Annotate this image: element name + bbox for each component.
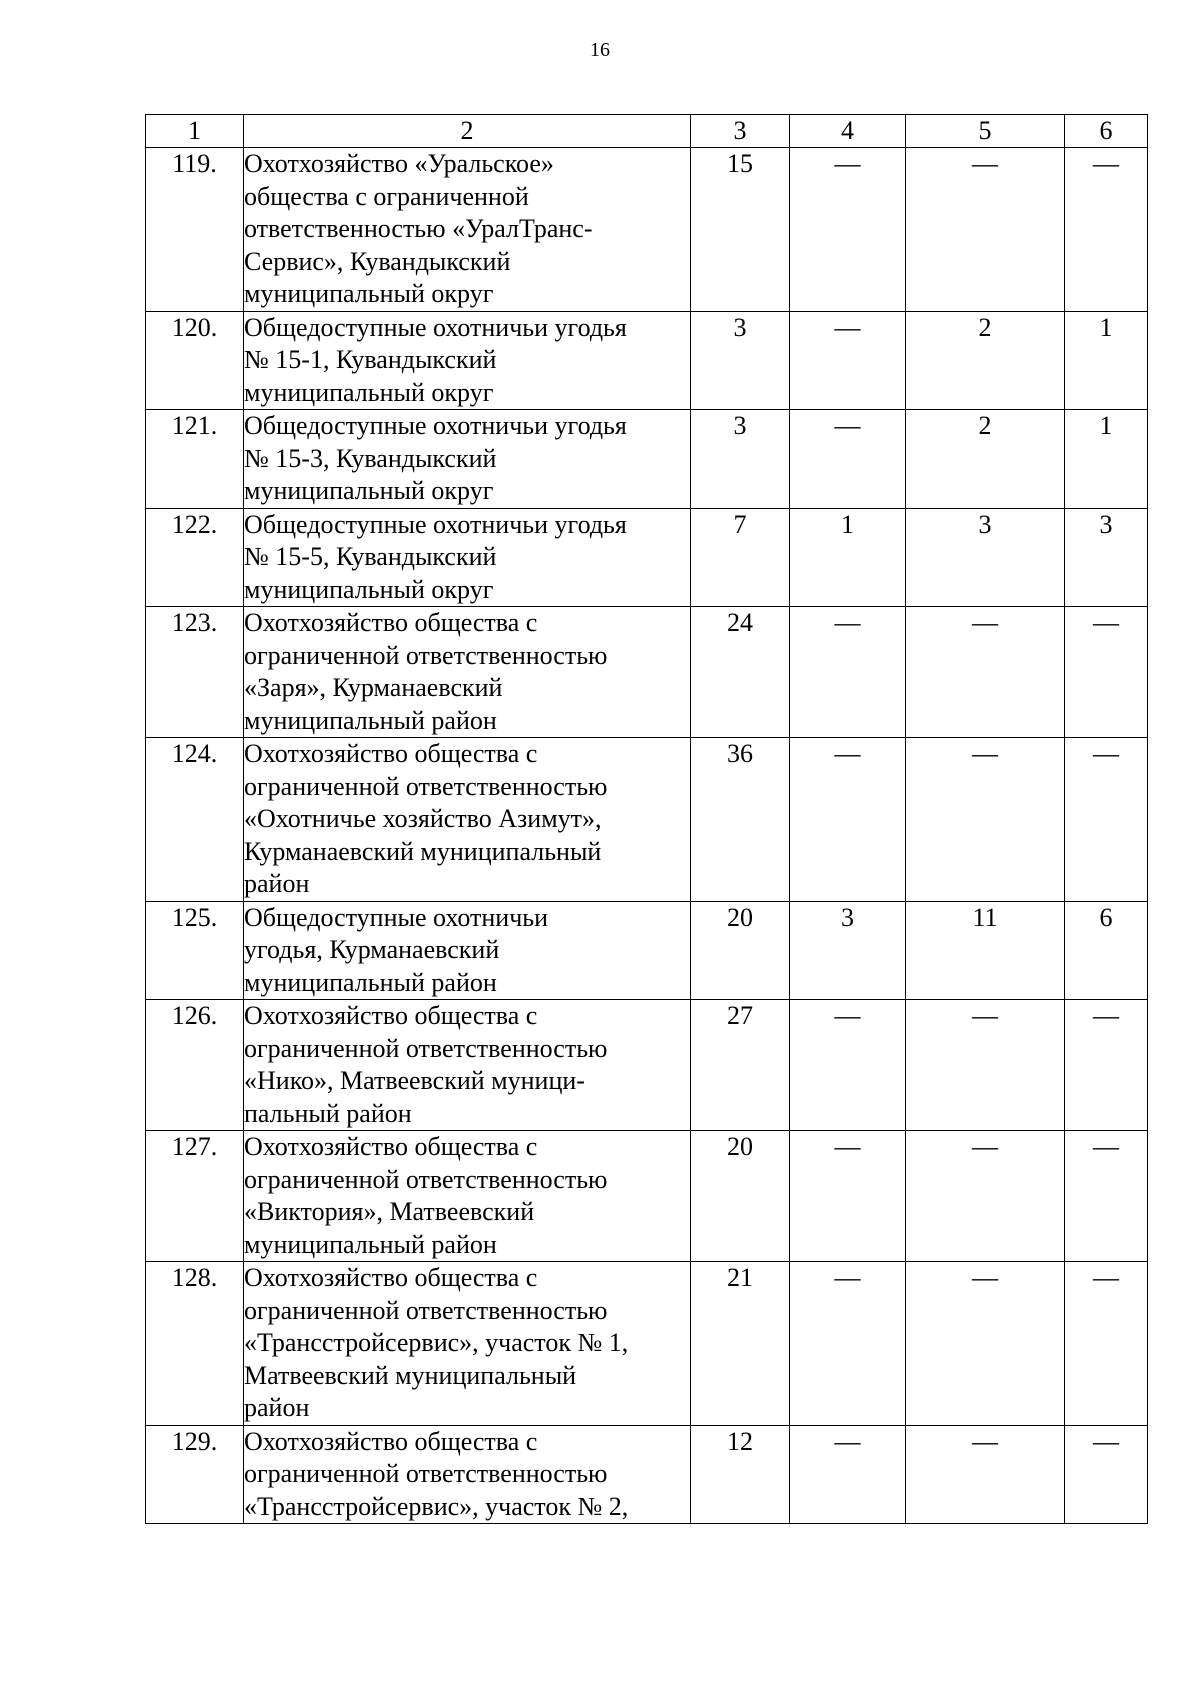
hunting-ground-name-cell — [244, 738, 691, 902]
hunting-ground-name-line: «Нико», Матвеевский муници- — [244, 1066, 585, 1095]
value-cell-c5: — — [906, 1000, 1065, 1131]
hunting-ground-name-line: муниципальный район — [244, 705, 497, 735]
value-cell-c5: — — [906, 1425, 1065, 1524]
value-cell-c4: — — [790, 738, 906, 902]
table-row — [146, 508, 1148, 607]
hunting-ground-name-line: район — [244, 1393, 310, 1422]
value-cell-c4: — — [790, 410, 906, 509]
hunting-ground-name-line: Общедоступные охотничьи угодья — [244, 411, 627, 440]
value-cell-c5: — — [906, 607, 1065, 738]
hunting-ground-name-line: ответственностью «УралТранс- — [244, 214, 593, 243]
header-cell-4: 4 — [790, 115, 906, 148]
hunting-ground-name-line: муниципальный округ — [244, 279, 494, 308]
hunting-ground-name-cell — [244, 410, 691, 509]
value-cell-c3: 15 — [691, 148, 790, 312]
table-row — [146, 901, 1148, 1000]
hunting-ground-name-line: Охотхозяйство общества с — [244, 1132, 538, 1161]
hunting-ground-name-line: ограниченной ответственностью — [244, 771, 608, 801]
value-cell-c6: 1 — [1065, 311, 1148, 410]
hunting-ground-name-line: Охотхозяйство общества с — [244, 1426, 538, 1456]
hunting-ground-name-line: Общедоступные охотничьи угодья — [244, 509, 627, 539]
header-cell-3: 3 — [691, 115, 790, 148]
value-cell-c6: — — [1065, 607, 1148, 738]
hunting-ground-name-line: № 15-3, Кувандыкский — [244, 443, 497, 473]
table-row — [146, 1425, 1148, 1524]
hunting-ground-name-line: «Охотничье хозяйство Азимут», — [244, 804, 602, 833]
hunting-ground-name-line: муниципальный район — [244, 1229, 497, 1259]
hunting-ground-name-line: Охотхозяйство общества с — [244, 608, 538, 637]
hunting-ground-name-line: Общедоступные охотничьи угодья — [244, 312, 627, 342]
hunting-ground-name-line: Сервис», Кувандыкский — [244, 246, 511, 276]
value-cell-c4: — — [790, 1425, 906, 1524]
hunting-ground-name-line: муниципальный округ — [244, 377, 494, 407]
value-cell-c4: — — [790, 148, 906, 312]
value-cell-c6: 1 — [1065, 410, 1148, 509]
value-cell-c3: 20 — [691, 901, 790, 1000]
hunting-ground-name-cell — [244, 508, 691, 607]
value-cell-c6: — — [1065, 1262, 1148, 1426]
value-cell-c6: — — [1065, 1131, 1148, 1262]
row-number-cell: 126. — [146, 1000, 244, 1131]
row-number-cell: 128. — [146, 1262, 244, 1426]
hunting-ground-name-line: пальный район — [244, 1098, 412, 1128]
value-cell-c6: 6 — [1065, 901, 1148, 1000]
table-row — [146, 1262, 1148, 1426]
hunting-ground-name-cell — [244, 1000, 691, 1131]
value-cell-c3: 20 — [691, 1131, 790, 1262]
row-number-cell: 120. — [146, 311, 244, 410]
hunting-ground-name-line: Общедоступные охотничьи — [244, 902, 549, 932]
hunting-ground-name-line: Охотхозяйство «Уральское» — [244, 149, 554, 178]
table-row — [146, 1131, 1148, 1262]
value-cell-c5: 11 — [906, 901, 1065, 1000]
row-number-cell: 123. — [146, 607, 244, 738]
hunting-ground-name-line: Матвеевский муниципальный — [244, 1360, 577, 1390]
row-number-cell: 125. — [146, 901, 244, 1000]
value-cell-c3: 24 — [691, 607, 790, 738]
hunting-ground-name-cell — [244, 148, 691, 312]
table-row — [146, 738, 1148, 902]
hunting-ground-name-line: Курманаевский муниципальный — [244, 836, 602, 866]
table-body — [146, 148, 1148, 1524]
hunting-ground-name-line: ограниченной ответственностью — [244, 1164, 608, 1194]
value-cell-c6: 3 — [1065, 508, 1148, 607]
hunting-ground-name-line: Охотхозяйство общества с — [244, 739, 538, 768]
hunting-ground-name-line: район — [244, 869, 310, 898]
table-row — [146, 148, 1148, 312]
hunting-ground-name-cell — [244, 311, 691, 410]
value-cell-c4: 3 — [790, 901, 906, 1000]
value-cell-c3: 7 — [691, 508, 790, 607]
header-cell-2: 2 — [244, 115, 691, 148]
table-row — [146, 311, 1148, 410]
hunting-ground-name-cell — [244, 1262, 691, 1426]
row-number-cell: 122. — [146, 508, 244, 607]
hunting-ground-name-cell — [244, 1131, 691, 1262]
page-number: 16 — [590, 39, 610, 61]
value-cell-c4: — — [790, 607, 906, 738]
row-number-cell: 119. — [146, 148, 244, 312]
hunting-ground-name-line: ограниченной ответственностью — [244, 640, 608, 670]
hunting-ground-name-line: ограниченной ответственностью — [244, 1459, 608, 1488]
value-cell-c3: 3 — [691, 311, 790, 410]
hunting-grounds-table — [145, 114, 1148, 1524]
value-cell-c4: — — [790, 311, 906, 410]
value-cell-c3: 12 — [691, 1425, 790, 1524]
table-row — [146, 607, 1148, 738]
hunting-ground-name-line: Охотхозяйство общества с — [244, 1263, 538, 1292]
hunting-ground-name-cell — [244, 1425, 691, 1524]
value-cell-c5: 3 — [906, 508, 1065, 607]
value-cell-c6: — — [1065, 1425, 1148, 1524]
value-cell-c5: — — [906, 148, 1065, 312]
row-number-cell: 129. — [146, 1425, 244, 1524]
value-cell-c3: 36 — [691, 738, 790, 902]
value-cell-c3: 27 — [691, 1000, 790, 1131]
hunting-ground-name-line: «Трансстройсервис», участок № 2, — [244, 1491, 629, 1521]
header-cell-1: 1 — [146, 115, 244, 148]
value-cell-c5: — — [906, 1131, 1065, 1262]
value-cell-c3: 3 — [691, 410, 790, 509]
hunting-ground-name-line: ограниченной ответственностью — [244, 1033, 608, 1063]
row-number-cell: 121. — [146, 410, 244, 509]
hunting-ground-name-cell — [244, 901, 691, 1000]
value-cell-c4: — — [790, 1262, 906, 1426]
value-cell-c5: — — [906, 738, 1065, 902]
hunting-ground-name-line: «Заря», Курманаевский — [244, 673, 503, 702]
value-cell-c6: — — [1065, 1000, 1148, 1131]
value-cell-c5: 2 — [906, 311, 1065, 410]
hunting-ground-name-line: № 15-1, Кувандыкский — [244, 345, 497, 374]
value-cell-c4: — — [790, 1000, 906, 1131]
value-cell-c6: — — [1065, 148, 1148, 312]
value-cell-c4: 1 — [790, 508, 906, 607]
value-cell-c5: — — [906, 1262, 1065, 1426]
hunting-ground-name-line: «Виктория», Матвеевский — [244, 1197, 535, 1226]
value-cell-c5: 2 — [906, 410, 1065, 509]
hunting-ground-name-line: № 15-5, Кувандыкский — [244, 542, 497, 571]
hunting-ground-name-line: угодья, Курманаевский — [244, 935, 500, 964]
hunting-ground-name-line: Охотхозяйство общества с — [244, 1001, 538, 1030]
value-cell-c3: 21 — [691, 1262, 790, 1426]
row-number-cell: 124. — [146, 738, 244, 902]
hunting-ground-name-line: муниципальный округ — [244, 476, 494, 505]
hunting-ground-name-line: ограниченной ответственностью — [244, 1295, 608, 1325]
hunting-ground-name-line: муниципальный район — [244, 967, 497, 997]
table-row — [146, 1000, 1148, 1131]
hunting-ground-name-line: общества с ограниченной — [244, 181, 529, 211]
header-row — [146, 115, 1148, 148]
table-row — [146, 410, 1148, 509]
header-cell-5: 5 — [906, 115, 1065, 148]
value-cell-c6: — — [1065, 738, 1148, 902]
hunting-ground-name-cell — [244, 607, 691, 738]
hunting-ground-name-line: муниципальный округ — [244, 574, 494, 604]
value-cell-c4: — — [790, 1131, 906, 1262]
header-cell-6: 6 — [1065, 115, 1148, 148]
row-number-cell: 127. — [146, 1131, 244, 1262]
hunting-ground-name-line: «Трансстройсервис», участок № 1, — [244, 1328, 629, 1357]
